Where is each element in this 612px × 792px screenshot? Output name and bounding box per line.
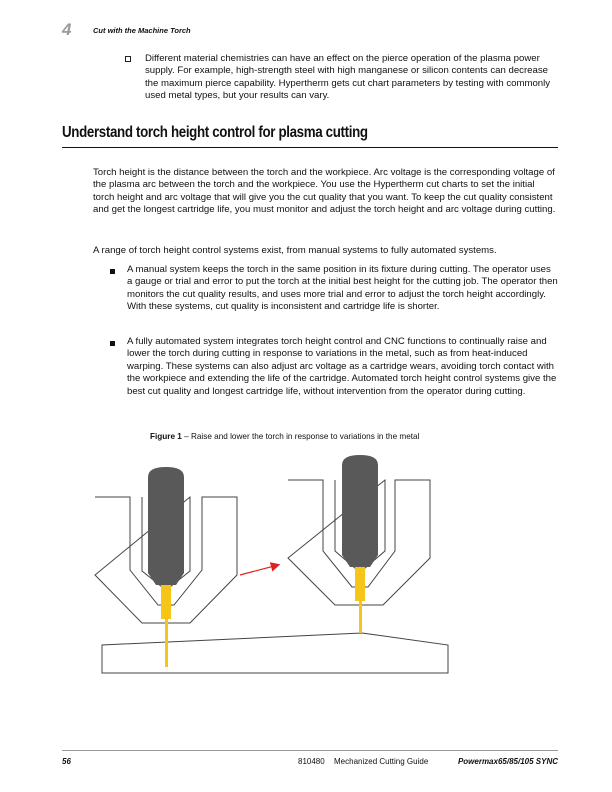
heading-rule [62, 147, 558, 148]
bullet-square-icon [110, 269, 115, 274]
right-arc-nozzle [355, 567, 365, 601]
page-number: 56 [62, 757, 71, 766]
chapter-title: Cut with the Machine Torch [93, 26, 191, 35]
left-arc-nozzle [161, 585, 171, 619]
bullet-manual-system: A manual system keeps the torch in the same position in its fixture during cutting. The operator uses a gauge or trial and error to put the torch at the initial best height for the cutting job. The operator then monitors the cut quality results, and uses more trial and error to adjust the torch height accordingly. With these systems, cut quality is inconsistent and cartridge life is shorter. [127, 264, 558, 313]
right-torch-body [342, 455, 378, 567]
torch-height-figure [90, 455, 470, 680]
workpiece [102, 633, 448, 673]
paragraph-torch-height: Torch height is the distance between the torch and the workpiece. Arc voltage is the corresponding voltage of the plasma arc between the torch and the workpiece. You use the Hypertherm cut charts to set the initial torch height and arc voltage that will give you the cut quality that you want. To keep the cut quality consistent and get the longest cartridge life, you must monitor and adjust the torch height and arc voltage during cutting. [93, 167, 556, 216]
figure-caption-text: – Raise and lower the torch in response to variations in the metal [181, 432, 420, 441]
direction-arrow [240, 565, 278, 575]
product-name: Powermax65/85/105 SYNC [457, 757, 558, 766]
paragraph-systems-range: A range of torch height control systems exist, from manual systems to fully automated systems. [93, 245, 497, 256]
footer-rule [62, 750, 558, 751]
right-arc-beam [359, 601, 362, 633]
chapter-number: 4 [62, 20, 72, 39]
bullet-automated-system: A fully automated system integrates torch height control and CNC functions to continually raise and lower the torch during cutting in response to variations in the metal, such as from heat-induced warping. These systems can also adjust arc voltage as a cartridge wears, avoiding torch contact with the workpiece and extending the life of the cartridge. Automated torch height control systems give the best cut quality and longest cartridge life, without intervention from the operator during cutting. [127, 336, 557, 397]
document-number: 810480 [298, 757, 325, 766]
bullet-square-icon [110, 341, 115, 346]
figure-label: Figure 1 [150, 432, 182, 441]
section-heading: Understand torch height control for plasma cutting [62, 124, 368, 141]
figure-caption [150, 432, 419, 441]
left-torch-body [148, 467, 184, 585]
document-title: Mechanized Cutting Guide [334, 757, 429, 766]
top-bullet-text: Different material chemistries can have an effect on the pierce operation of the plasma power supply. For example, high-strength steel with high manganese or silicon contents can decrease the maximum pierce capability. Hypertherm gets cut chart parameters by testing with commonly used metal types, but your results can vary. [145, 53, 551, 102]
left-arc-beam [165, 619, 168, 667]
checkbox-bullet-icon [125, 56, 131, 62]
